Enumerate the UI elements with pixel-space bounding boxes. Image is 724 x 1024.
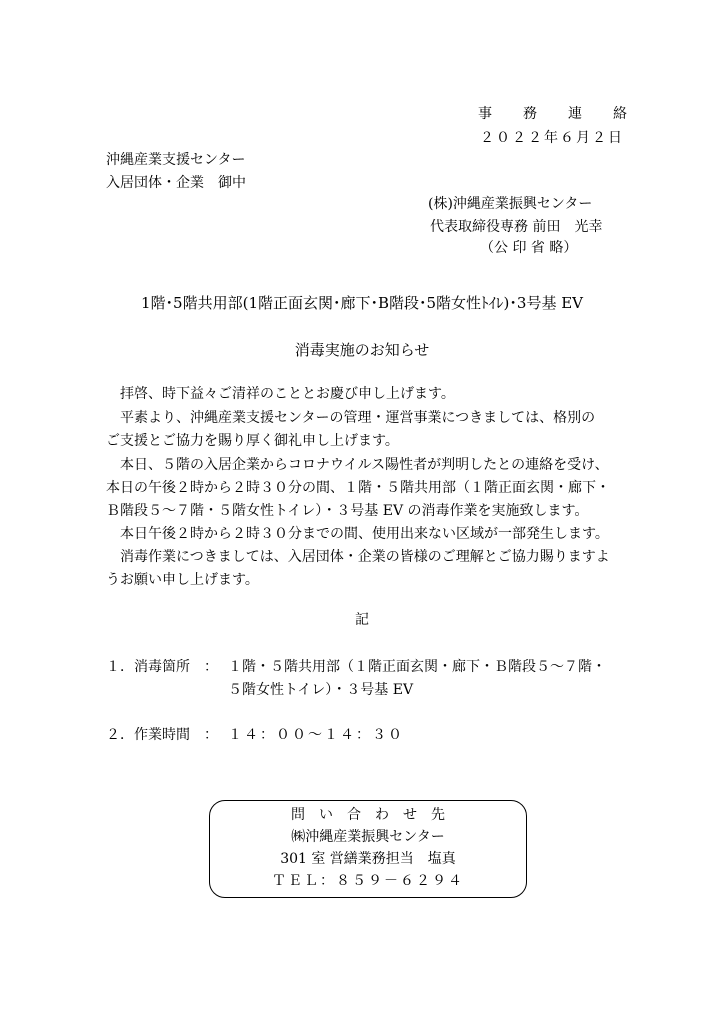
sender-person: 代表取締役専務 前田 光幸: [430, 219, 603, 235]
item-1-value-line-1: １階・５階共用部（１階正面玄関・廊下・Ｂ階段５～７階・: [228, 659, 606, 675]
notice-title-line-2: 消毒実施のお知らせ: [294, 341, 430, 359]
item-1-value-line-2: ５階女性トイレ）・３号基 EV: [228, 682, 414, 698]
body-line: ご支援とご協力を賜り厚く御礼申し上げます。: [106, 433, 399, 449]
ki-heading: 記: [355, 612, 369, 628]
sender-organization: (株)沖縄産業振興センター: [428, 196, 593, 212]
body-line: 平素より、沖縄産業支援センターの管理・運営事業につきましては、格別の: [106, 410, 596, 426]
document-type-label: 事 務 連 絡: [478, 106, 628, 122]
recipient-line-2: 入居団体・企業 御中: [106, 175, 246, 191]
body-line: 本日、５階の入居企業からコロナウイルス陽性者が判明したとの連絡を受け、: [106, 457, 609, 473]
item-2-value: １４：００～１４：３０: [228, 727, 404, 743]
body-line: うお願い申し上げます。: [106, 572, 259, 588]
seal-omitted-note: （公 印 省 略）: [480, 240, 578, 256]
contact-box: [209, 800, 527, 898]
notice-title-line-1: 1階･5階共用部(1階正面玄関･廊下･B階段･5階女性ﾄｲﾚ)･3号基 EV: [141, 294, 583, 312]
contact-organization: ㈱沖縄産業振興センター: [291, 829, 445, 845]
contact-person: 301 室 営繕業務担当 塩真: [280, 851, 456, 867]
body-line: 消毒作業につきましては、入居団体・企業の皆様のご理解とご協力賜りますよ: [106, 549, 610, 565]
body-line: 本日の午後２時から２時３０分の間、１階・５階共用部（１階正面玄関・廊下・: [106, 480, 610, 496]
body-line: Ｂ階段５～７階・５階女性トイレ）・３号基 EV の消毒作業を実施致します。: [106, 503, 589, 519]
document-date: ２０２２年６月２日: [480, 130, 624, 146]
body-line: 本日午後２時から２時３０分までの間、使用出来ない区域が一部発生します。: [106, 526, 609, 542]
item-2-label: ２．作業時間 ：: [106, 727, 218, 743]
item-1-label: １．消毒箇所 ：: [106, 659, 218, 675]
contact-telephone: ＴＥＬ：８５９－６２９４: [272, 873, 464, 889]
recipient-line-1: 沖縄産業支援センター: [106, 152, 246, 168]
contact-title: 問 い 合 わ せ 先: [291, 807, 445, 823]
body-line: 拝啓、時下益々ご清祥のこととお慶び申し上げます。: [106, 386, 455, 402]
